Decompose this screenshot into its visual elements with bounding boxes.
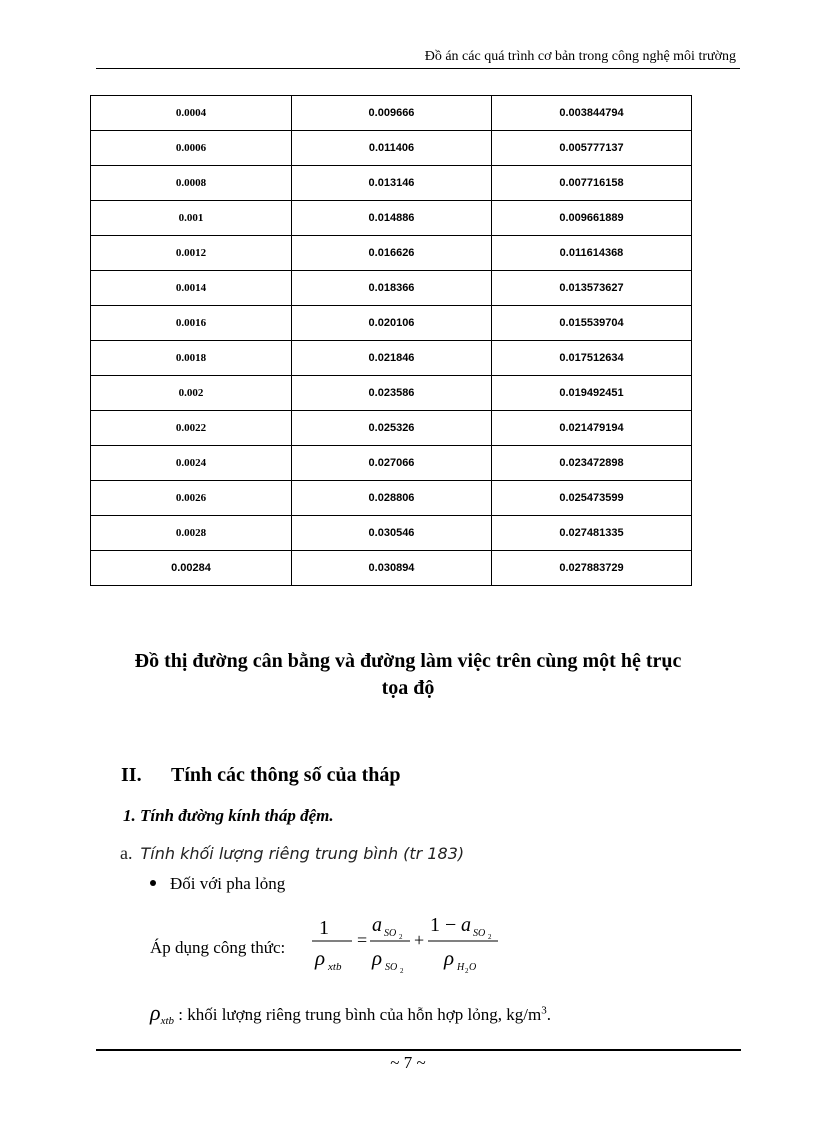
table-row: [91, 411, 692, 446]
formula-equals: =: [357, 930, 368, 950]
table-cell: 0.007716158: [492, 166, 692, 201]
table-cell: 0.030894: [292, 551, 492, 586]
subsection-heading: 1. Tính đường kính tháp đệm.: [123, 806, 334, 825]
page-number: ~ 7 ~: [390, 1053, 426, 1072]
definition-unit-exponent: 3: [541, 1004, 547, 1017]
definition-line: [150, 1000, 551, 1027]
table-row: [91, 236, 692, 271]
table-cell: 0.027883729: [492, 551, 692, 586]
table-row: [91, 341, 692, 376]
table-cell: 0.0024: [91, 446, 292, 481]
bullet-dot-icon: [150, 880, 156, 886]
formula-t2-num-so: SO: [473, 928, 486, 939]
table-cell: 0.013573627: [492, 271, 692, 306]
formula-lhs-numerator: 1: [319, 917, 329, 939]
table-cell: 0.0014: [91, 271, 292, 306]
definition-symbol: ρ: [150, 1000, 161, 1025]
table-cell: 0.019492451: [492, 376, 692, 411]
footer-divider: [96, 1049, 741, 1051]
table-cell: 0.005777137: [492, 131, 692, 166]
bullet-item: [150, 874, 285, 894]
table-cell: 0.011406: [292, 131, 492, 166]
table-cell: 0.023472898: [492, 446, 692, 481]
table-cell: 0.021479194: [492, 411, 692, 446]
table-cell: 0.020106: [292, 306, 492, 341]
table-row: [91, 376, 692, 411]
table-cell: 0.014886: [292, 201, 492, 236]
table-cell: 0.0006: [91, 131, 292, 166]
subsubsection-title: Tính khối lượng riêng trung bình (tr 183): [140, 844, 465, 863]
formula-lhs-sub: xtb: [328, 961, 342, 973]
table-cell: 0.002: [91, 376, 292, 411]
chart-caption-line-1: Đồ thị đường cân bằng và đường làm việc trên cùng một hệ trục: [134, 650, 682, 672]
formula-t2-den-2: 2: [465, 967, 469, 975]
formula-t2-num-2: 2: [488, 933, 492, 941]
table-row: [91, 306, 692, 341]
table-cell: 0.030546: [292, 516, 492, 551]
formula-label: Áp dụng công thức:: [150, 938, 286, 957]
table-cell: 0.0018: [91, 341, 292, 376]
chart-caption: [80, 648, 736, 702]
table-cell: 0.0022: [91, 411, 292, 446]
formula-t1-den-rho: ρ: [372, 946, 383, 970]
table-cell: 0.003844794: [492, 96, 692, 131]
formula-t1-num-a: a: [372, 914, 382, 936]
table-cell: 0.00284: [91, 551, 292, 586]
table-cell: 0.027481335: [492, 516, 692, 551]
table-cell: 0.0012: [91, 236, 292, 271]
definition-text: : khối lượng riêng trung bình của hỗn hợp lỏng, kg/m: [174, 1005, 542, 1024]
table-cell: 0.0028: [91, 516, 292, 551]
subsubsection-heading: [120, 843, 464, 864]
section-heading: [121, 764, 401, 787]
definition-end: .: [546, 1005, 551, 1024]
formula-t2-num-one: 1 −: [430, 914, 457, 936]
table-cell: 0.016626: [292, 236, 492, 271]
table-cell: 0.018366: [292, 271, 492, 306]
table-row: [91, 131, 692, 166]
density-formula: [306, 908, 506, 978]
table-cell: 0.001: [91, 201, 292, 236]
bullet-text: Đối với pha lỏng: [170, 874, 286, 893]
table-row: [91, 271, 692, 306]
table-cell: 0.0008: [91, 166, 292, 201]
table-cell: 0.025326: [292, 411, 492, 446]
definition-subscript: xtb: [160, 1015, 175, 1027]
formula-t2-den-h: H: [457, 962, 465, 973]
section-title: Tính các thông số của tháp: [171, 764, 401, 786]
table-cell: 0.013146: [292, 166, 492, 201]
table-cell: 0.0016: [91, 306, 292, 341]
table-cell: 0.0004: [91, 96, 292, 131]
formula-t2-num-a: a: [461, 914, 471, 936]
table-cell: 0.0026: [91, 481, 292, 516]
table-row: [91, 201, 692, 236]
table-cell: 0.028806: [292, 481, 492, 516]
table-cell: 0.011614368: [492, 236, 692, 271]
header-divider: [96, 68, 740, 69]
table-row: [91, 551, 692, 586]
table-cell: 0.017512634: [492, 341, 692, 376]
chart-caption-line-2: tọa độ: [381, 677, 435, 699]
formula-t2-den-o: O: [469, 962, 477, 973]
subsubsection-letter: a.: [120, 843, 133, 863]
table-cell: 0.015539704: [492, 306, 692, 341]
table-row: [91, 96, 692, 131]
table-row: [91, 166, 692, 201]
section-number: II.: [121, 764, 142, 786]
data-table: [90, 95, 692, 586]
table-cell: 0.021846: [292, 341, 492, 376]
table-cell: 0.009661889: [492, 201, 692, 236]
table-cell: 0.025473599: [492, 481, 692, 516]
formula-t1-den-2: 2: [400, 967, 404, 975]
table-cell: 0.027066: [292, 446, 492, 481]
table-row: [91, 516, 692, 551]
table-row: [91, 446, 692, 481]
table-cell: 0.009666: [292, 96, 492, 131]
table-row: [91, 481, 692, 516]
formula-t1-num-2: 2: [399, 933, 403, 941]
formula-plus: +: [414, 930, 425, 950]
formula-lhs-rho: ρ: [315, 946, 326, 970]
page-header-title: Đồ án các quá trình cơ bản trong công nghệ môi trường: [424, 49, 736, 64]
formula-t1-den-so: SO: [385, 962, 398, 973]
formula-t1-num-so: SO: [384, 928, 397, 939]
table-cell: 0.023586: [292, 376, 492, 411]
formula-t2-den-rho: ρ: [444, 946, 455, 970]
